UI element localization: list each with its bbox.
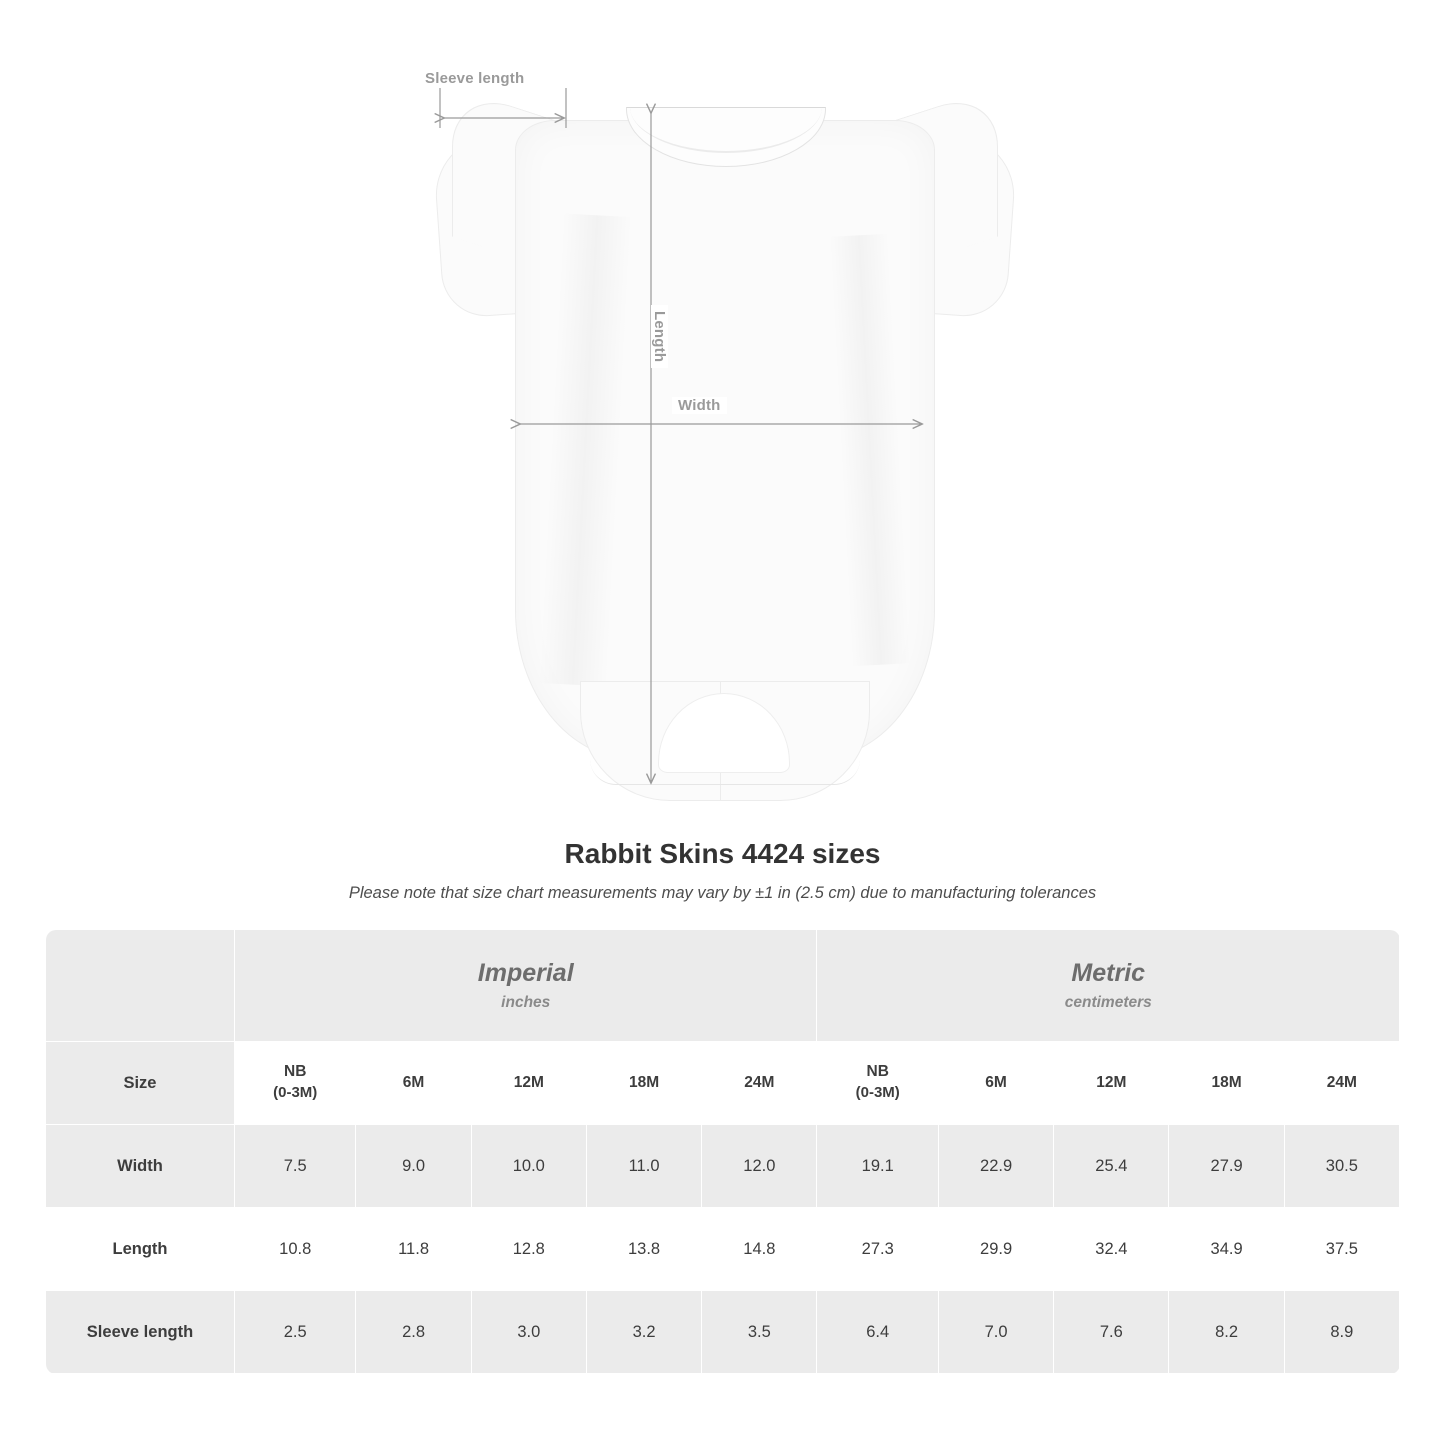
table-row: [46, 1291, 1400, 1374]
cell-width-metric-18m: 27.9: [1169, 1125, 1284, 1208]
unit-group-imperial: [234, 930, 817, 1042]
cell-sleeve-imperial-18m: 3.2: [586, 1291, 701, 1374]
row-label-width: Width: [46, 1125, 235, 1208]
cell-sleeve-metric-6m: 7.0: [938, 1291, 1053, 1374]
cell-sleeve-imperial-12m: 3.0: [471, 1291, 586, 1374]
bodysuit-graphic: [430, 95, 1020, 795]
table-corner: [46, 930, 235, 1042]
cell-sleeve-metric-12m: 7.6: [1054, 1291, 1169, 1374]
row-label-length: Length: [46, 1208, 235, 1291]
cell-length-imperial-24m: 14.8: [702, 1208, 817, 1291]
col-header-imperial-nb: [234, 1042, 355, 1125]
cell-length-metric-12m: 32.4: [1054, 1208, 1169, 1291]
cell-width-imperial-nb: 7.5: [234, 1125, 355, 1208]
cell-width-imperial-12m: 10.0: [471, 1125, 586, 1208]
cell-sleeve-metric-18m: 8.2: [1169, 1291, 1284, 1374]
row-label-sleeve-length: Sleeve length: [46, 1291, 235, 1374]
cell-sleeve-metric-nb: 6.4: [817, 1291, 938, 1374]
col-header-metric-12m: 12M: [1054, 1042, 1169, 1125]
cell-width-imperial-18m: 11.0: [586, 1125, 701, 1208]
size-chart-table: [45, 929, 1400, 1374]
size-header-row: [46, 1042, 1400, 1125]
title-block: [0, 838, 1445, 903]
size-table-wrap: [0, 929, 1445, 1374]
unit-group-metric-sub: centimeters: [1064, 994, 1152, 1011]
cell-width-metric-24m: 30.5: [1284, 1125, 1399, 1208]
col-header-main: NB: [866, 1063, 889, 1081]
cell-length-metric-nb: 27.3: [817, 1208, 938, 1291]
col-header-imperial-6m: 6M: [356, 1042, 471, 1125]
cell-width-imperial-6m: 9.0: [356, 1125, 471, 1208]
unit-group-metric: [817, 930, 1400, 1042]
unit-group-imperial-sub: inches: [501, 994, 551, 1011]
col-header-metric-24m: 24M: [1284, 1042, 1399, 1125]
col-header-sub: (0-3M): [855, 1084, 900, 1102]
cell-length-metric-6m: 29.9: [938, 1208, 1053, 1291]
unit-group-row: [46, 930, 1400, 1042]
header-size-label: Size: [46, 1042, 235, 1125]
table-row: [46, 1208, 1400, 1291]
col-header-metric-18m: 18M: [1169, 1042, 1284, 1125]
cell-width-metric-12m: 25.4: [1054, 1125, 1169, 1208]
col-header-main: NB: [284, 1063, 307, 1081]
cell-length-imperial-12m: 12.8: [471, 1208, 586, 1291]
snap-band: [590, 759, 860, 785]
unit-group-metric-name: Metric: [1071, 959, 1146, 987]
cell-sleeve-imperial-24m: 3.5: [702, 1291, 817, 1374]
cell-length-metric-24m: 37.5: [1284, 1208, 1399, 1291]
sleeve-length-label: Sleeve length: [425, 70, 525, 87]
cell-width-imperial-24m: 12.0: [702, 1125, 817, 1208]
col-header-imperial-24m: 24M: [702, 1042, 817, 1125]
col-header-metric-6m: 6M: [938, 1042, 1053, 1125]
cell-length-imperial-6m: 11.8: [356, 1208, 471, 1291]
unit-group-imperial-name: Imperial: [477, 959, 574, 987]
cell-sleeve-imperial-6m: 2.8: [356, 1291, 471, 1374]
cell-length-imperial-nb: 10.8: [234, 1208, 355, 1291]
cell-sleeve-imperial-nb: 2.5: [234, 1291, 355, 1374]
cell-sleeve-metric-24m: 8.9: [1284, 1291, 1399, 1374]
length-label: Length: [651, 305, 668, 368]
cell-width-metric-6m: 22.9: [938, 1125, 1053, 1208]
table-row: [46, 1125, 1400, 1208]
cell-length-imperial-18m: 13.8: [586, 1208, 701, 1291]
col-header-sub: (0-3M): [273, 1084, 318, 1102]
cell-width-metric-nb: 19.1: [817, 1125, 938, 1208]
col-header-metric-nb: [817, 1042, 938, 1125]
tolerance-note: Please note that size chart measurements may vary by ±1 in (2.5 cm) due to manufacturing tolerances: [348, 884, 1097, 902]
width-label: Width: [672, 397, 727, 414]
col-header-imperial-18m: 18M: [586, 1042, 701, 1125]
page-title: Rabbit Skins 4424 sizes: [564, 838, 881, 869]
cell-length-metric-18m: 34.9: [1169, 1208, 1284, 1291]
col-header-imperial-12m: 12M: [471, 1042, 586, 1125]
